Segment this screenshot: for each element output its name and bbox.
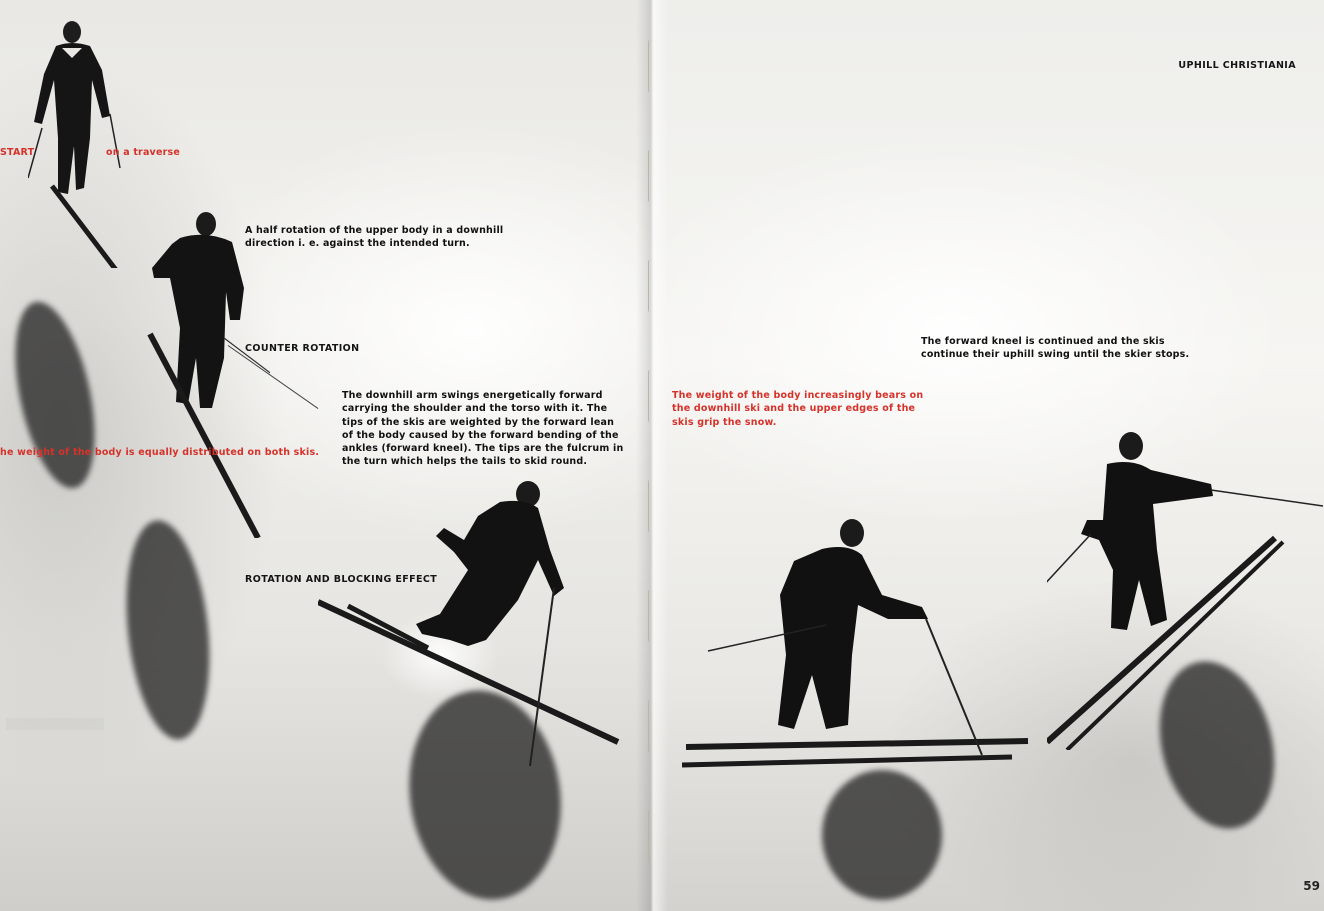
skier-1-figure xyxy=(28,18,128,268)
traverse-label: on a traverse xyxy=(106,147,180,158)
start-label: START xyxy=(0,147,35,158)
skier-5-figure xyxy=(1047,430,1323,750)
binding-stitch xyxy=(648,700,654,752)
skier-4-photo xyxy=(682,515,1042,775)
binding-stitch xyxy=(648,40,654,92)
skier-3-figure xyxy=(318,480,628,770)
counter-rotation-label: COUNTER ROTATION xyxy=(245,343,360,354)
book-gutter xyxy=(636,0,668,911)
weight-equal-text: he weight of the body is equally distributed on both skis. xyxy=(0,447,320,458)
half-rotation-text: A half rotation of the upper body in a downhill direction i. e. against the intended turn. xyxy=(245,225,504,250)
downhill-arm-text: The downhill arm swings energetically forward carrying the shoulder and the torso with it. The tips of the skis are weighted by the forward lean of the body caused by the forward bending of the ankles (forward kneel). The tips are the fulcrum in the turn which helps the tails to skid round. xyxy=(342,390,624,468)
forward-kneel-text: The forward kneel is continued and the skis continue their uphill swing until the skier stops. xyxy=(921,336,1190,361)
skier-1-shadow xyxy=(1,295,109,495)
binding-stitch xyxy=(648,480,654,532)
skier-2-shadow xyxy=(117,516,220,743)
skier-4-figure xyxy=(682,515,1042,775)
binding-stitch xyxy=(648,810,654,862)
skier-5-photo xyxy=(1047,430,1323,750)
binding-stitch xyxy=(648,260,654,312)
skier-1-photo xyxy=(28,18,128,268)
left-page xyxy=(0,0,652,911)
section-title: UPHILL CHRISTIANIA xyxy=(1178,60,1296,71)
binding-stitch xyxy=(648,370,654,422)
binding-stitch xyxy=(648,150,654,202)
rotation-blocking-label: ROTATION AND BLOCKING EFFECT xyxy=(245,574,438,585)
skier-2-figure xyxy=(140,208,270,538)
skier-4-shadow xyxy=(822,770,942,900)
skier-3-photo xyxy=(318,480,628,770)
weight-bears-text: The weight of the body increasingly bears on the downhill ski and the upper edges of the skis grip the snow. xyxy=(672,390,924,428)
skier-2-photo xyxy=(140,208,270,538)
page-number: 59 xyxy=(1303,879,1320,893)
right-page xyxy=(652,0,1324,911)
faint-caption xyxy=(6,718,104,730)
binding-stitch xyxy=(648,590,654,642)
